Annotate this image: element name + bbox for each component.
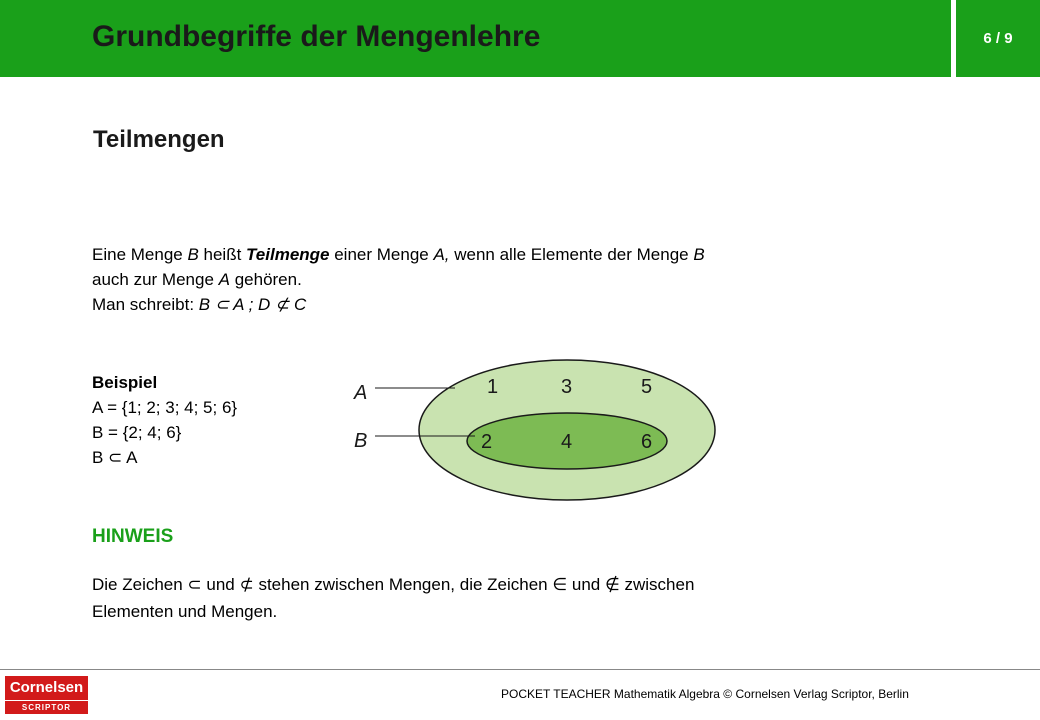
cornelsen-logo [5, 676, 88, 714]
definition-line-2: auch zur Menge A gehören. [92, 270, 302, 289]
example-set-a: A = {1; 2; 3; 4; 5; 6} [92, 398, 238, 417]
page-number: 6 / 9 [983, 30, 1013, 47]
outer-element: 1 [487, 376, 499, 398]
header-bar [0, 0, 951, 77]
example-heading: Beispiel [92, 373, 158, 392]
footer-copyright: POCKET TEACHER Mathematik Algebra © Cornelsen Verlag Scriptor, Berlin [501, 687, 909, 701]
footer-divider [0, 669, 1040, 670]
logo-wordmark: Cornelsen [5, 676, 88, 700]
outer-element: 3 [561, 376, 573, 398]
page-indicator-box [956, 0, 1040, 77]
definition-text [92, 242, 705, 317]
inner-element: 2 [481, 431, 493, 453]
venn-label-b: B [354, 430, 368, 452]
example-set-b: B = {2; 4; 6} [92, 423, 182, 442]
example-block [92, 370, 237, 470]
venn-label-a: A [354, 382, 368, 404]
hint-text [92, 571, 694, 625]
definition-line-1: Eine Menge B heißt Teilmenge einer Menge A, wenn alle Elemente der Menge B [92, 245, 705, 264]
section-title: Teilmengen [93, 126, 225, 153]
example-relation: B ⊂ A [92, 448, 138, 467]
venn-diagram [345, 355, 725, 505]
inner-element: 6 [641, 431, 653, 453]
hint-line-2: Elementen und Mengen. [92, 602, 278, 621]
hint-title: HINWEIS [92, 526, 174, 547]
hint-line-1: Die Zeichen ⊂ und ⊄ stehen zwischen Mengen, die Zeichen ∈ und ∉ zwischen [92, 575, 695, 594]
inner-element: 4 [561, 431, 573, 453]
logo-subline: SCRIPTOR [5, 701, 88, 714]
outer-element: 5 [641, 376, 653, 398]
definition-line-3: Man schreibt: B ⊂ A ; D ⊄ C [92, 295, 307, 314]
page-title: Grundbegriffe der Mengenlehre [92, 20, 541, 53]
